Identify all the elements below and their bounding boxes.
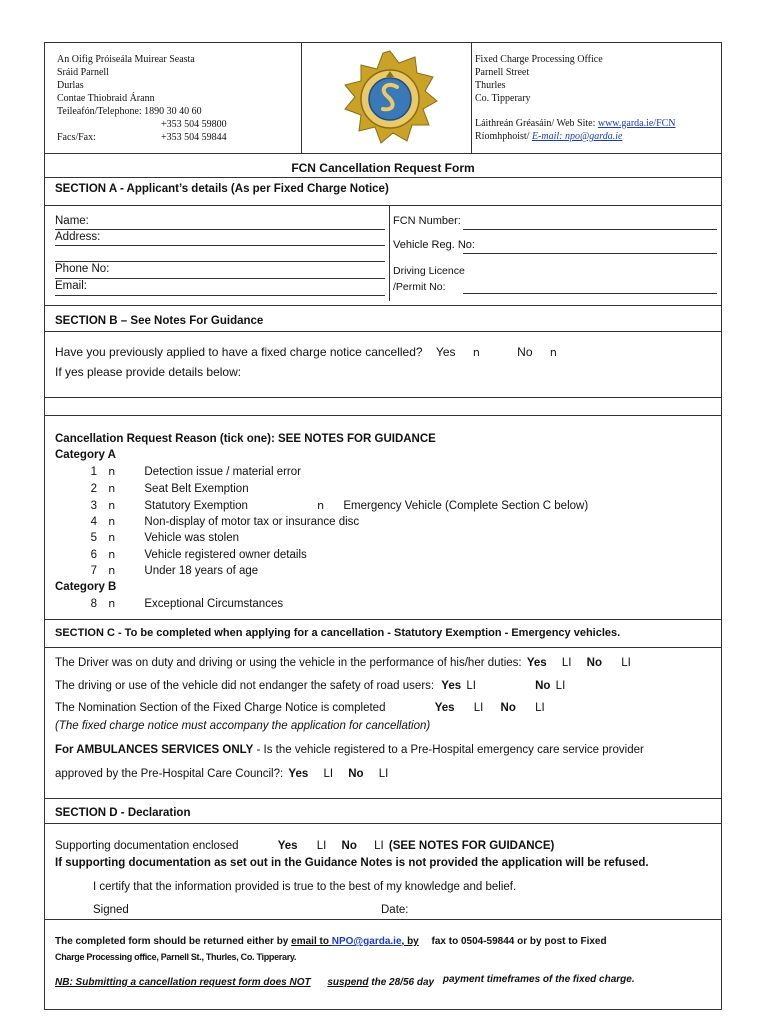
no-label: No [517, 345, 533, 359]
driving-licence-label: Driving Licence [393, 265, 465, 277]
reason-checkbox[interactable]: n [108, 515, 116, 528]
en-office: Fixed Charge Processing Office [475, 54, 603, 65]
fax-line [57, 131, 297, 144]
section-b-bottom-rule [45, 619, 721, 620]
telephone-2: +353 504 59800 [161, 119, 227, 130]
garda-crest-logo [339, 49, 441, 147]
reason-item-2[interactable] [83, 482, 249, 495]
category-b-label: Category B [55, 581, 117, 593]
section-c-title-rule [45, 647, 721, 648]
safety-question [55, 680, 565, 692]
fax-value: +353 504 59844 [161, 132, 227, 143]
yes-label: Yes [435, 345, 456, 359]
address-field-2[interactable] [55, 261, 385, 262]
form-page [44, 42, 722, 1010]
reason-checkbox[interactable]: n [108, 482, 116, 495]
email-line [475, 130, 721, 143]
header-irish-address [57, 53, 297, 144]
reason-title: Cancellation Request Reason (tick one): SEE NOTES FOR GUIDANCE [55, 433, 436, 445]
reason-num: 2 [90, 483, 97, 495]
safety-yes-box[interactable]: LI [466, 680, 476, 692]
return-instructions [55, 936, 607, 947]
section-d-title-rule [45, 823, 721, 824]
refusal-warning: If supporting documentation as set out in the Guidance Notes is not provided the application will be refused. [55, 857, 649, 869]
safety-text: The driving or use of the vehicle did not endanger the safety of road users: [55, 680, 435, 692]
ambulance-text: - Is the vehicle registered to a Pre-Hospital emergency care service provider [253, 744, 644, 756]
section-d-bottom-rule [45, 919, 721, 920]
safety-no-box[interactable]: LI [555, 680, 566, 692]
en-street: Parnell Street [475, 67, 530, 78]
certify-statement: I certify that the information provided is true to the best of my knowledge and belief. [93, 881, 517, 893]
email-field[interactable] [55, 295, 385, 296]
ambulance-text-2: approved by the Pre-Hospital Care Council?: [55, 768, 284, 780]
ambulance-no-label: No [348, 768, 364, 780]
signed-label: Signed [93, 904, 129, 916]
duty-text: The Driver was on duty and driving or using the vehicle in the performance of his/her duties: [55, 657, 522, 669]
section-a-title-rule [45, 205, 721, 206]
email-label: Email: [55, 280, 87, 292]
reason-text: Seat Belt Exemption [144, 483, 249, 495]
duty-question [55, 657, 631, 669]
previous-application-question [55, 345, 557, 359]
supporting-docs-question [55, 840, 554, 852]
fax-text: fax to 0504-59844 or by post to Fixed [431, 936, 607, 947]
reason-text: Non-display of motor tax or insurance disc [144, 516, 360, 528]
telephone: Teileafón/Telephone: 1890 30 40 60 [57, 106, 202, 117]
reason-text: Exceptional Circumstances [144, 598, 284, 610]
irish-office: An Oifig Próiseála Muirear Seasta [57, 54, 195, 65]
nomination-no-label: No [500, 702, 516, 714]
details-rule-2 [45, 415, 721, 416]
nb-notice [55, 974, 635, 988]
supporting-no-box[interactable]: LI [374, 840, 384, 852]
reason-text: Under 18 years of age [144, 565, 259, 577]
question-text: Have you previously applied to have a fixed charge notice cancelled? [55, 345, 423, 359]
ambulance-no-box[interactable]: LI [378, 768, 389, 780]
reason-num: 4 [90, 516, 97, 528]
reason-checkbox[interactable]: n [108, 531, 116, 544]
reason-num: 5 [90, 532, 97, 544]
reason-text: Vehicle was stolen [144, 532, 240, 544]
details-rule-1 [45, 397, 721, 398]
header-divider-left [301, 43, 302, 153]
reason-num: 7 [90, 565, 97, 577]
reason-checkbox[interactable]: n [108, 465, 116, 478]
vehicle-reg-label: Vehicle Reg. No: [393, 239, 475, 251]
nomination-yes-box[interactable]: LI [473, 702, 484, 714]
supporting-yes-label: Yes [277, 840, 298, 852]
return-address: Charge Processing office, Parnell St., Thurles, Co. Tipperary. [55, 952, 297, 962]
category-a-label: Category A [55, 449, 116, 461]
email-suffix: , by [401, 936, 419, 947]
name-field[interactable] [55, 229, 385, 230]
emergency-text: Emergency Vehicle (Complete Section C below) [343, 500, 589, 512]
fax-label: Facs/Fax: [57, 132, 96, 143]
reason-num: 1 [90, 466, 97, 478]
ambulance-yes-box[interactable]: LI [323, 768, 334, 780]
reason-num: 6 [90, 549, 97, 561]
reason-checkbox[interactable]: n [108, 597, 116, 610]
section-d-title: SECTION D - Declaration [55, 807, 191, 819]
web-line [475, 117, 721, 130]
duty-yes-box[interactable]: LI [561, 657, 572, 669]
reason-item-8[interactable] [83, 597, 283, 610]
reason-num: 3 [90, 500, 97, 512]
ambulance-question [55, 744, 644, 756]
reason-text: Detection issue / material error [144, 466, 301, 478]
spacer [475, 105, 721, 117]
section-a-title: SECTION A - Applicant’s details (As per Fixed Charge Notice) [55, 183, 389, 195]
reason-checkbox[interactable]: n [108, 564, 116, 577]
nomination-text: The Nomination Section of the Fixed Charge Notice is completed [55, 702, 386, 714]
reason-item-7[interactable] [83, 564, 258, 577]
reason-item-1[interactable] [83, 465, 301, 478]
nb-part2: the 28/56 day [371, 977, 435, 988]
header-divider-right [471, 43, 472, 153]
email-link[interactable]: E-mail: npo@garda.ie [531, 131, 623, 142]
reason-item-3[interactable] [83, 499, 588, 512]
reason-checkbox[interactable]: n [108, 499, 116, 512]
duty-yes-label: Yes [526, 657, 547, 669]
ambulance-question-line2 [55, 768, 388, 780]
header-english-address [475, 53, 721, 143]
vehicle-reg-field[interactable] [463, 253, 717, 254]
ambulance-bold: For AMBULANCES SERVICES ONLY [55, 744, 254, 756]
irish-county: Contae Thiobraid Árann [57, 93, 155, 104]
email-label: Ríomhphoist/ [475, 131, 532, 142]
ambulance-yes-label: Yes [288, 768, 309, 780]
emergency-checkbox[interactable]: n [317, 499, 325, 512]
date-label: Date: [381, 904, 409, 916]
safety-no-label: No [535, 680, 551, 692]
reason-checkbox[interactable]: n [108, 548, 116, 561]
reason-text: Statutory Exemption [144, 500, 248, 512]
reason-text: Vehicle registered owner details [144, 549, 307, 561]
permit-no-field[interactable] [463, 293, 717, 294]
irish-street: Sráid Parnell [57, 67, 109, 78]
nb-part1: NB: Submitting a cancellation request form does NOT [55, 977, 311, 988]
permit-no-label: /Permit No: [393, 281, 446, 293]
nb-suspend: suspend [327, 977, 369, 988]
no-checkbox[interactable]: n [549, 346, 557, 359]
fcn-number-label: FCN Number: [393, 215, 461, 227]
supporting-text: Supporting documentation enclosed [55, 840, 239, 852]
section-b-title-rule [45, 331, 721, 332]
phone-label: Phone No: [55, 263, 110, 275]
reason-item-5[interactable] [83, 531, 239, 544]
form-title: FCN Cancellation Request Form [291, 161, 475, 175]
return-text: The completed form should be returned either by [55, 936, 289, 947]
supporting-no-label: No [341, 840, 357, 852]
nomination-no-box[interactable]: LI [535, 702, 545, 714]
reason-item-4[interactable] [83, 515, 359, 528]
footer-email-link[interactable]: NPO@garda.ie [331, 936, 402, 947]
en-county: Co. Tipperary [475, 93, 531, 104]
web-label: Láithreán Gréasáin/ Web Site: [475, 118, 598, 129]
safety-yes-label: Yes [441, 680, 462, 692]
name-label: Name: [55, 215, 89, 227]
address-label: Address: [55, 231, 101, 243]
phone-field[interactable] [55, 278, 385, 279]
email-prefix: email to [291, 936, 332, 947]
reason-num: 8 [90, 598, 97, 610]
nomination-note: (The fixed charge notice must accompany the application for cancellation) [55, 720, 431, 732]
yes-checkbox[interactable]: n [472, 346, 480, 359]
title-rule [45, 177, 721, 178]
nomination-question [55, 702, 545, 714]
section-a-bottom-rule [45, 305, 721, 306]
header-bottom-rule [45, 153, 721, 154]
see-notes: (SEE NOTES FOR GUIDANCE) [388, 840, 555, 852]
fcn-number-field[interactable] [463, 229, 717, 230]
address-field[interactable] [55, 245, 385, 246]
en-town: Thurles [475, 80, 506, 91]
duty-no-box[interactable]: LI [621, 657, 631, 669]
reason-item-6[interactable] [83, 548, 307, 561]
section-a-divider [389, 205, 390, 301]
details-prompt: If yes please provide details below: [55, 365, 242, 379]
section-c-title: SECTION C - To be completed when applying for a cancellation - Statutory Exemption - Emergency vehicles. [55, 627, 621, 639]
irish-town: Durlas [57, 80, 84, 91]
web-link[interactable]: www.garda.ie/FCN [597, 118, 676, 129]
duty-no-label: No [586, 657, 603, 669]
nb-part3: payment timeframes of the fixed charge. [442, 974, 635, 985]
supporting-yes-box[interactable]: LI [316, 840, 327, 852]
section-c-bottom-rule [45, 798, 721, 799]
section-b-title: SECTION B – See Notes For Guidance [55, 315, 264, 327]
nomination-yes-label: Yes [434, 702, 455, 714]
